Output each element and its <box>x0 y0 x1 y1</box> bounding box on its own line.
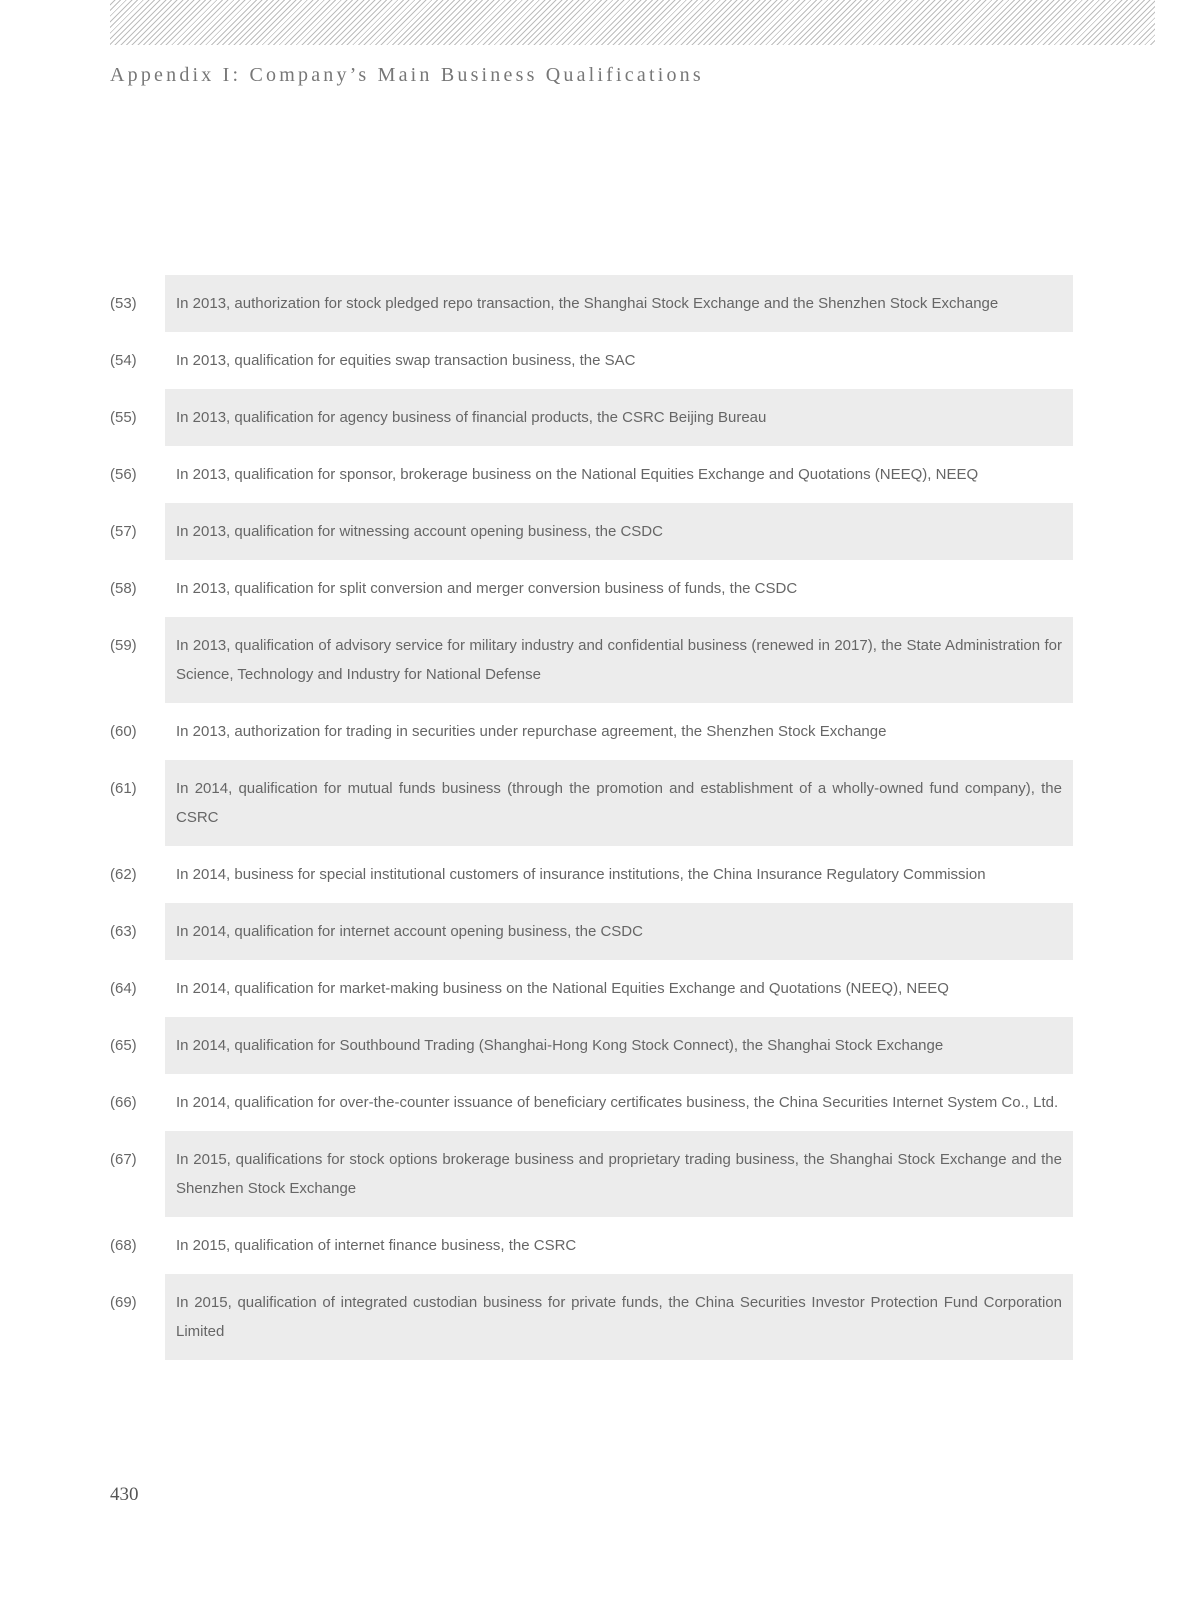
item-number: (59) <box>110 637 137 654</box>
list-item <box>110 1017 1073 1074</box>
item-text: In 2014, business for special institutional customers of insurance institutions, the China Insurance Regulatory Commission <box>176 866 986 883</box>
list-item <box>110 1131 1073 1217</box>
qualification-list <box>110 275 1073 1360</box>
item-text: In 2015, qualification of internet finance business, the CSRC <box>176 1237 577 1254</box>
item-number: (57) <box>110 523 137 540</box>
item-number: (65) <box>110 1037 137 1054</box>
item-number: (54) <box>110 352 137 369</box>
item-text: In 2015, qualifications for stock options brokerage business and proprietary trading business, the Shanghai Stock Exchange and the Shenzhen Stock Exchange <box>165 1131 1073 1217</box>
list-item <box>110 1274 1073 1360</box>
item-text: In 2015, qualification of integrated custodian business for private funds, the China Securities Investor Protection Fund Corporation Limited <box>165 1274 1073 1360</box>
list-item <box>110 332 1073 389</box>
item-text: In 2014, qualification for market-making business on the National Equities Exchange and Quotations (NEEQ), NEEQ <box>176 980 949 997</box>
item-text: In 2013, qualification of advisory service for military industry and confidential business (renewed in 2017), the State Administration for Science, Technology and Industry for National Defense <box>165 617 1073 703</box>
list-item <box>110 560 1073 617</box>
list-item <box>110 846 1073 903</box>
list-item <box>110 960 1073 1017</box>
page-number: 430 <box>110 1484 139 1505</box>
item-text: In 2014, qualification for mutual funds business (through the promotion and establishment of a wholly-owned fund company), the CSRC <box>165 760 1073 846</box>
list-item <box>110 446 1073 503</box>
item-text: In 2013, qualification for equities swap transaction business, the SAC <box>176 352 636 369</box>
item-number: (55) <box>110 409 137 426</box>
list-item <box>110 1217 1073 1274</box>
item-text: In 2014, qualification for over-the-counter issuance of beneficiary certificates business, the China Securities Internet System Co., Ltd. <box>176 1094 1059 1111</box>
item-number: (63) <box>110 923 137 940</box>
item-number: (66) <box>110 1094 137 1111</box>
item-text: In 2013, qualification for witnessing account opening business, the CSDC <box>165 503 1073 560</box>
list-item <box>110 760 1073 846</box>
item-number: (56) <box>110 466 137 483</box>
item-number: (60) <box>110 723 137 740</box>
decorative-hatch-band <box>110 0 1155 45</box>
item-text: In 2013, authorization for stock pledged repo transaction, the Shanghai Stock Exchange and the Shenzhen Stock Exchange <box>165 275 1073 332</box>
list-item <box>110 703 1073 760</box>
list-item <box>110 617 1073 703</box>
list-item <box>110 903 1073 960</box>
item-text: In 2013, qualification for sponsor, brokerage business on the National Equities Exchange and Quotations (NEEQ), NEEQ <box>176 466 979 483</box>
item-number: (53) <box>110 295 137 312</box>
item-number: (58) <box>110 580 137 597</box>
item-text: In 2013, qualification for agency business of financial products, the CSRC Beijing Bureau <box>165 389 1073 446</box>
item-text: In 2013, authorization for trading in securities under repurchase agreement, the Shenzhen Stock Exchange <box>176 723 887 740</box>
list-item <box>110 1074 1073 1131</box>
item-number: (61) <box>110 780 137 797</box>
item-number: (64) <box>110 980 137 997</box>
item-text: In 2013, qualification for split conversion and merger conversion business of funds, the CSDC <box>176 580 798 597</box>
list-item <box>110 503 1073 560</box>
list-item <box>110 275 1073 332</box>
item-number: (67) <box>110 1151 137 1168</box>
item-number: (69) <box>110 1294 137 1311</box>
item-number: (68) <box>110 1237 137 1254</box>
item-text: In 2014, qualification for Southbound Trading (Shanghai-Hong Kong Stock Connect), the Shanghai Stock Exchange <box>165 1017 1073 1074</box>
list-item <box>110 389 1073 446</box>
page-title: Appendix I: Company’s Main Business Qualifications <box>110 64 704 86</box>
item-number: (62) <box>110 866 137 883</box>
item-text: In 2014, qualification for internet account opening business, the CSDC <box>165 903 1073 960</box>
